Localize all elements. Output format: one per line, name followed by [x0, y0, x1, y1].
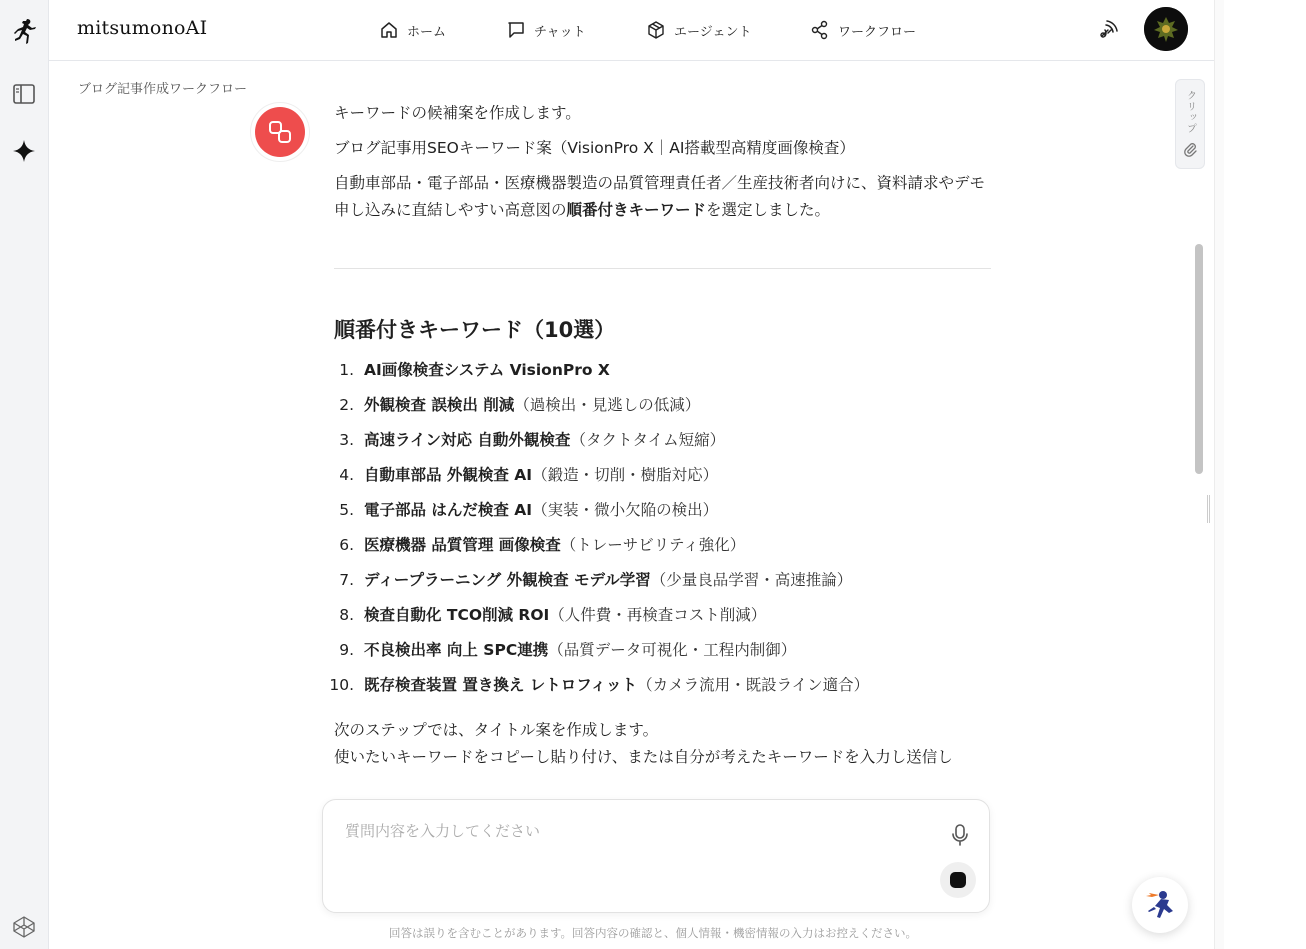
stop-icon: [950, 872, 966, 888]
nav-agent[interactable]: [646, 16, 751, 44]
keyword-item: [329, 672, 994, 707]
keyword-note: （品質データ可視化・工程内制御）: [548, 641, 797, 659]
chat-input-box: [322, 799, 990, 913]
ninja-mascot-icon: [1142, 887, 1178, 923]
next-step-text: 次のステップでは、タイトル案を作成します。: [334, 721, 659, 739]
keyword-item: [334, 602, 994, 637]
nav-workflow-label: ワークフロー: [838, 24, 917, 40]
message-summary: 自動車部品・電子部品・医療機器製造の品質管理責任者／生産技術者向けに、資料請求やデモ申し込みに直結しやすい高意図の順番付きキーワードを選定しました。: [334, 174, 986, 219]
breadcrumb[interactable]: ブログ記事作成ワークフロー: [78, 82, 248, 97]
keyword-text: 検査自動化 TCO削減 ROI: [364, 606, 550, 624]
keyword-number: 1.: [339, 361, 354, 379]
keyword-note: （過検出・見逃しの低減）: [514, 396, 701, 414]
keyword-item: [334, 567, 994, 602]
keyword-note: （トレーサビリティ強化）: [560, 536, 746, 554]
assistant-message: [329, 100, 994, 790]
keyword-text: 医療機器 品質管理 画像検査: [364, 536, 561, 554]
keyword-text: ディープラーニング 外観検査 モデル学習: [364, 571, 651, 589]
sparkle-icon[interactable]: [10, 137, 38, 165]
divider: [334, 268, 991, 269]
user-avatar[interactable]: [1144, 7, 1188, 51]
nav-home-label: ホーム: [407, 24, 447, 40]
keyword-note: （実装・微小欠陥の検出）: [532, 501, 719, 519]
keyword-number: 9.: [339, 641, 354, 659]
keyword-note: （鍛造・切削・樹脂対応）: [532, 466, 719, 484]
workflow-blocks-icon: [265, 117, 295, 147]
keyword-item: [334, 392, 994, 427]
disclaimer-text: 回答は誤りを含むことがあります。回答内容の確認と、個人情報・機密情報の入力はお控えください。: [388, 926, 918, 940]
clip-tab-label: クリップ: [1184, 90, 1196, 134]
keyword-text: 自動車部品 外観検査 AI: [364, 466, 533, 484]
summary-bold: 順番付きキーワード: [566, 201, 707, 219]
keyword-list: [329, 357, 994, 707]
keyword-item: [334, 357, 994, 392]
keyword-note: （カメラ流用・既設ライン適合）: [637, 676, 870, 694]
resize-handle[interactable]: [1207, 495, 1210, 523]
broadcast-icon[interactable]: [1095, 17, 1121, 43]
nav-workflow[interactable]: [810, 16, 916, 44]
question-input[interactable]: [345, 820, 905, 860]
keyword-item: [334, 532, 994, 567]
brand-title[interactable]: mitsumonoAI: [77, 17, 208, 39]
keyword-note: （人件費・再検査コスト削減）: [549, 606, 767, 624]
keyword-number: 10.: [329, 676, 354, 694]
sidebar-toggle-icon[interactable]: [10, 80, 38, 108]
top-header: [49, 0, 1224, 61]
ninja-assistant-button[interactable]: [1132, 877, 1188, 933]
cube-icon: [646, 20, 666, 40]
keyword-item: [334, 427, 994, 462]
stop-button[interactable]: [940, 862, 976, 898]
chat-bubble-icon: [506, 20, 526, 40]
assistant-avatar: [250, 102, 310, 162]
keyword-text: 不良検出率 向上 SPC連携: [364, 641, 549, 659]
keyword-item: [334, 637, 994, 672]
share-nodes-icon: [810, 20, 830, 40]
scrollbar-thumb[interactable]: [1195, 244, 1203, 474]
keyword-number: 6.: [339, 536, 354, 554]
keyword-text: 外観検査 誤検出 削減: [364, 396, 515, 414]
nav-chat-label: チャット: [534, 24, 586, 40]
keyword-item: [334, 462, 994, 497]
right-panel-edge: [1214, 0, 1224, 949]
keyword-item: [334, 497, 994, 532]
keyword-note: （タクトタイム短縮）: [570, 431, 726, 449]
ninja-logo-icon[interactable]: [10, 18, 38, 46]
keyword-number: 2.: [339, 396, 354, 414]
keywords-heading: 順番付きキーワード（10選）: [334, 318, 616, 342]
keyword-text: AI画像検査システム VisionPro X: [364, 361, 610, 379]
nav-agent-label: エージェント: [674, 24, 752, 40]
nav-home[interactable]: [379, 16, 446, 44]
home-icon: [379, 20, 399, 40]
keyword-number: 5.: [339, 501, 354, 519]
keyword-number: 3.: [339, 431, 354, 449]
keyword-number: 7.: [339, 571, 354, 589]
nav-chat[interactable]: [506, 16, 586, 44]
message-subtitle: ブログ記事用SEOキーワード案（VisionPro X｜AI搭載型高精度画像検査）: [334, 139, 855, 157]
left-rail: [0, 0, 49, 949]
keyword-number: 8.: [339, 606, 354, 624]
keyword-number: 4.: [339, 466, 354, 484]
keyword-text: 電子部品 はんだ検査 AI: [364, 501, 533, 519]
message-intro: キーワードの候補案を作成します。: [334, 104, 581, 122]
instruction-text: 使いたいキーワードをコピーし貼り付け、または自分が考えたキーワードを入力し送信し: [334, 748, 953, 766]
keyword-note: （少量良品学習・高速推論）: [650, 571, 853, 589]
microphone-icon[interactable]: [948, 822, 972, 848]
keyword-text: 高速ライン対応 自動外観検査: [364, 431, 571, 449]
keyword-text: 既存検査装置 置き換え レトロフィット: [364, 676, 638, 694]
